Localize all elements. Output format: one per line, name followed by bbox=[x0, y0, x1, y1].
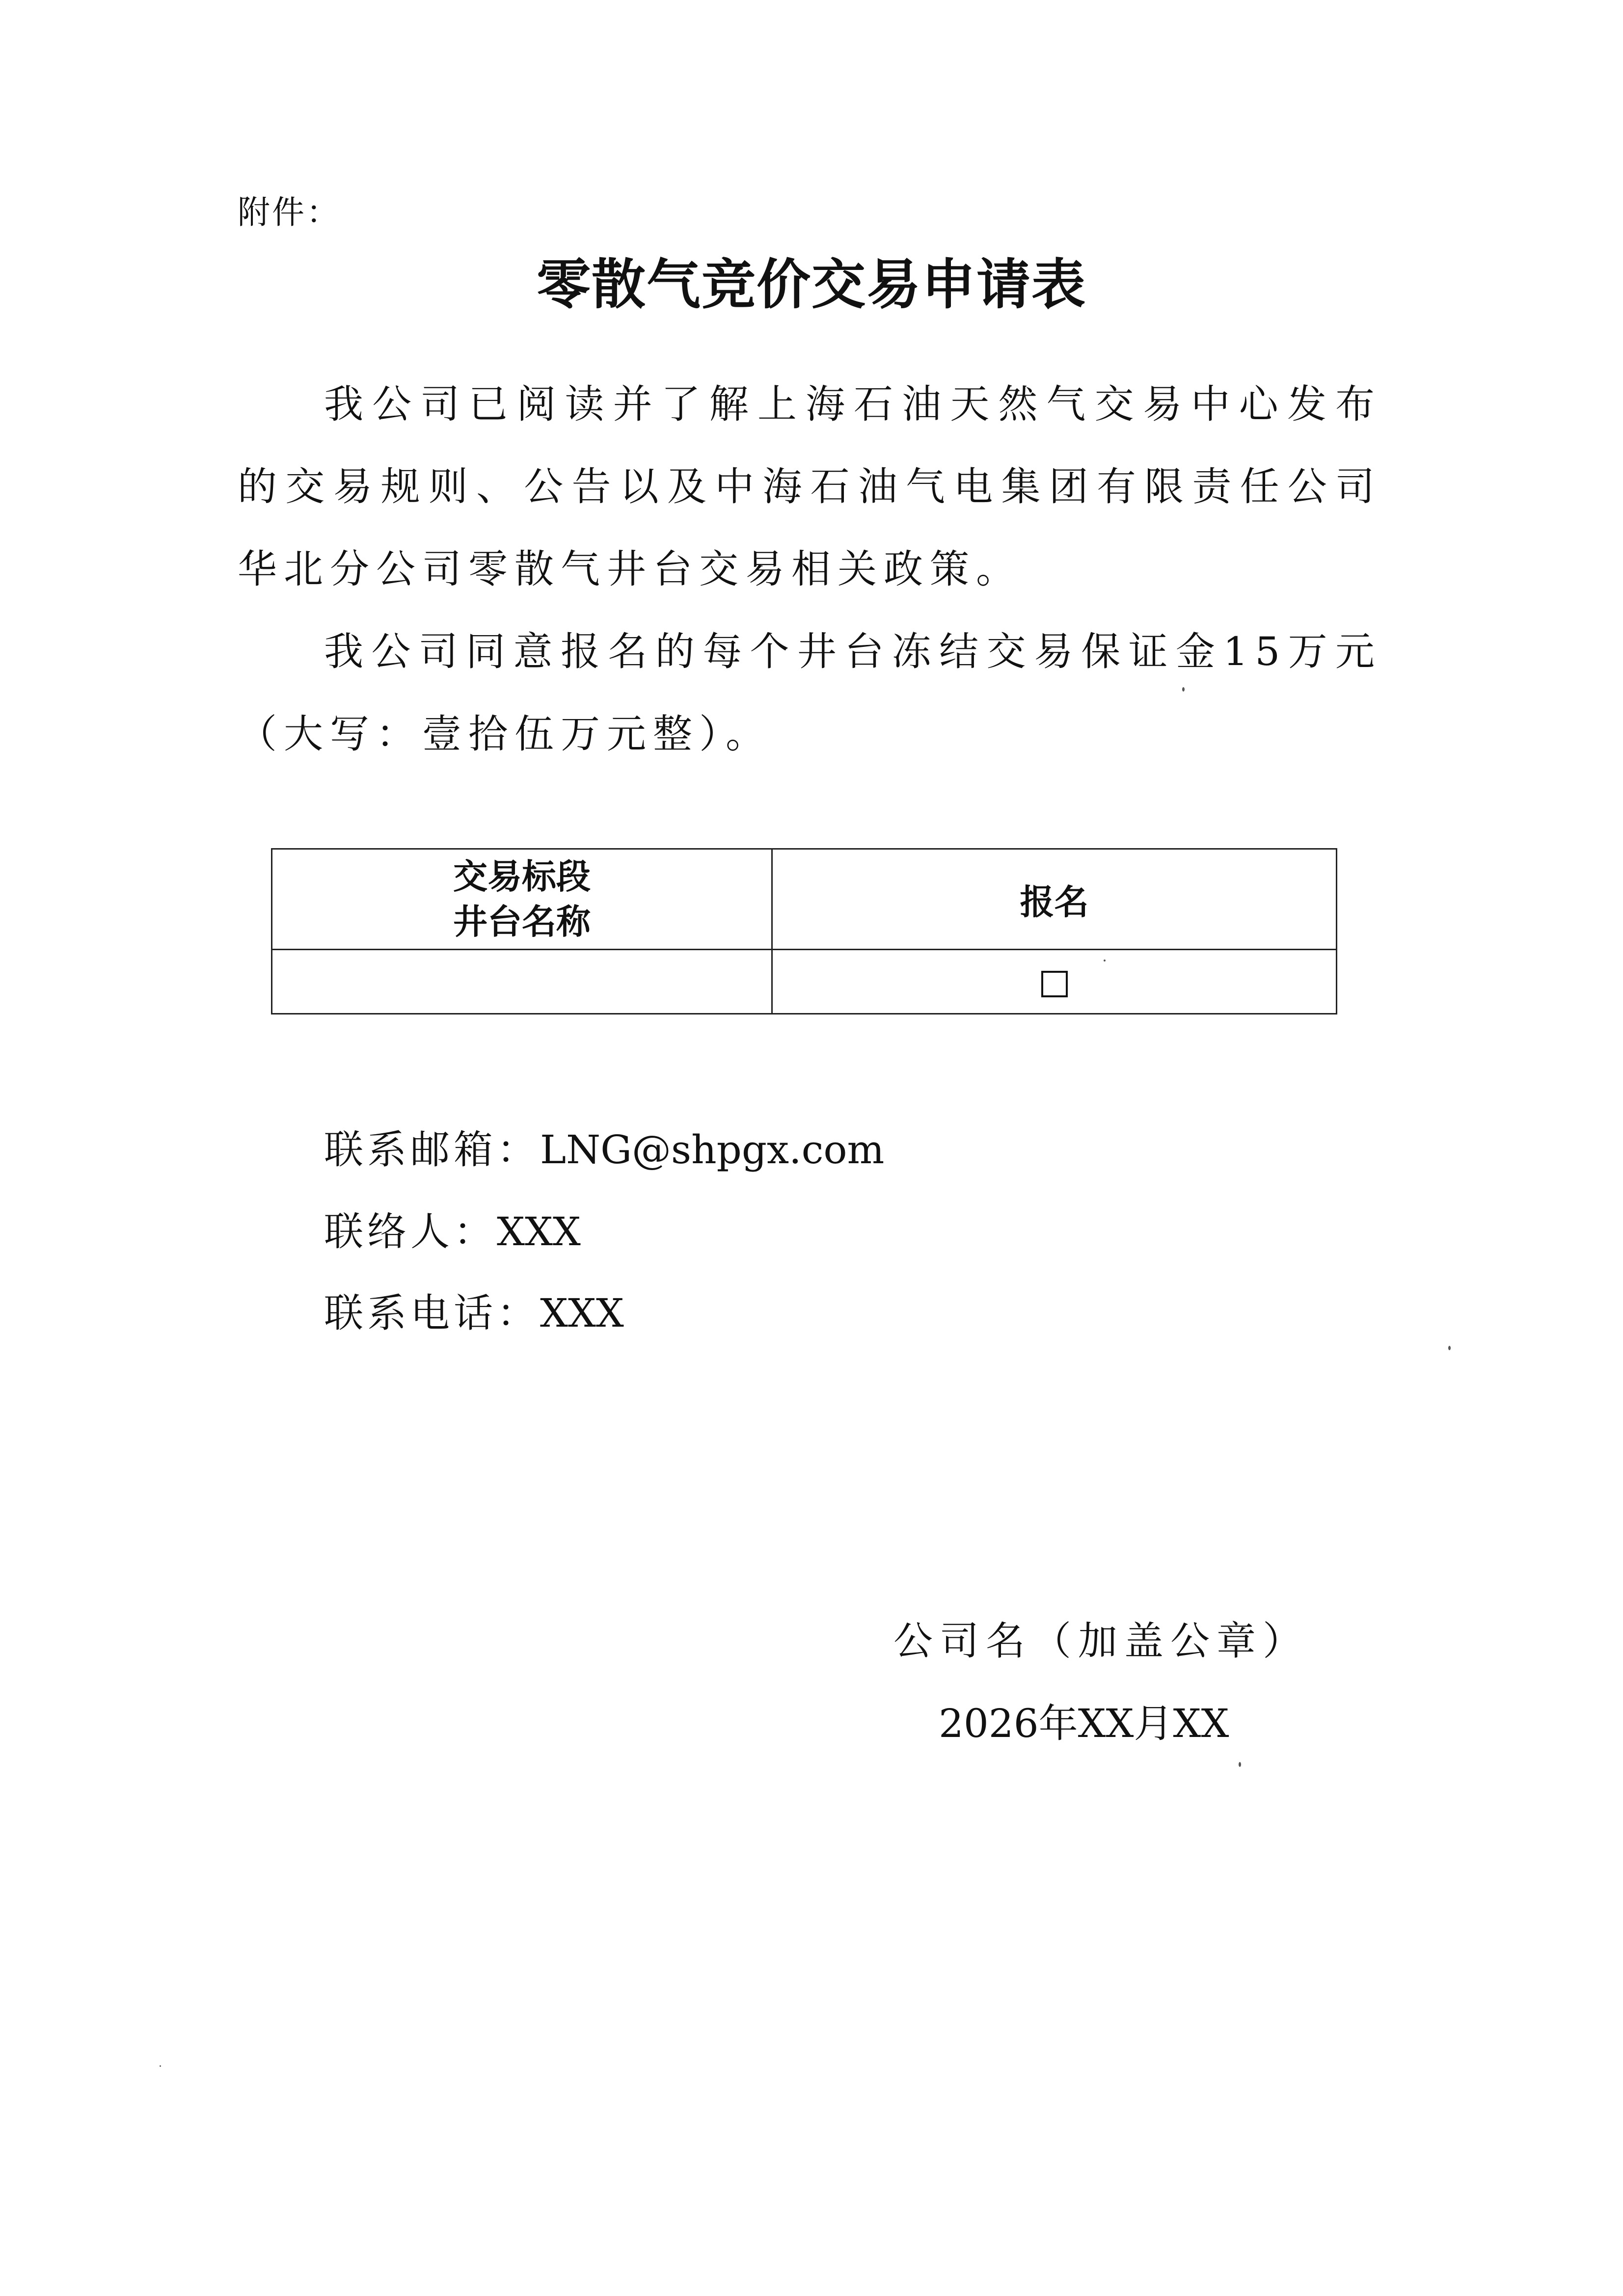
scan-speck bbox=[160, 2065, 161, 2067]
scan-speck bbox=[1182, 687, 1185, 692]
table-header-row bbox=[272, 849, 1337, 950]
header-register: 报名 bbox=[772, 849, 1337, 950]
table-row bbox=[272, 950, 1337, 1014]
register-cell bbox=[772, 950, 1337, 1014]
contact-person-label: 联络人： bbox=[324, 1209, 497, 1255]
contact-person-value: XXX bbox=[497, 1209, 581, 1255]
register-checkbox[interactable] bbox=[1041, 971, 1068, 997]
contact-phone bbox=[324, 1289, 624, 1338]
contact-email-value: LNG@shpgx.com bbox=[540, 1127, 885, 1173]
contact-email-label: 联系邮箱： bbox=[324, 1127, 540, 1173]
declaration-paragraph-1: 我公司已阅读并了解上海石油天然气交易中心发布的交易规则、公告以及中海石油气电集团有限责任公司华北分公司零散气井台交易相关政策。 bbox=[238, 381, 1381, 592]
well-name-cell[interactable] bbox=[272, 950, 772, 1014]
signature-date: 2026年XX月XX bbox=[939, 1701, 1229, 1746]
contact-phone-value: XXX bbox=[540, 1290, 624, 1336]
declaration-paragraph-2: 我公司同意报名的每个井台冻结交易保证金15万元（大写：壹拾伍万元整）。 bbox=[238, 629, 1381, 757]
contact-phone-label: 联系电话： bbox=[324, 1290, 540, 1336]
contact-person bbox=[324, 1207, 581, 1256]
attachment-label: 附件： bbox=[238, 193, 341, 231]
header-well-name bbox=[272, 849, 772, 950]
header-well-name-line-1: 交易标段 bbox=[453, 856, 591, 897]
scan-speck bbox=[1104, 960, 1106, 961]
document-title: 零散气竞价交易申请表 bbox=[537, 253, 1086, 316]
scan-speck bbox=[1448, 1346, 1451, 1350]
registration-table bbox=[271, 848, 1337, 1015]
header-well-name-line-2: 井台名称 bbox=[453, 902, 591, 942]
scan-speck bbox=[1239, 1762, 1241, 1767]
company-seal-line: 公司名（加盖公章） bbox=[893, 1618, 1309, 1664]
contact-email bbox=[324, 1125, 884, 1175]
